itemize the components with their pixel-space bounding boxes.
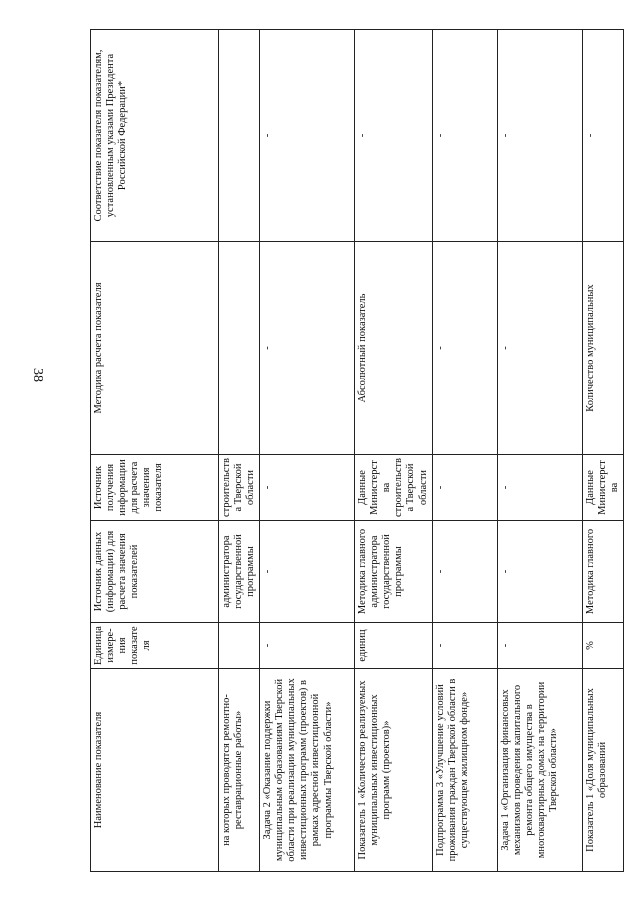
table-cell: -	[260, 242, 355, 455]
table-cell: Абсолютный показатель	[355, 242, 432, 455]
table-cell: -	[497, 30, 582, 242]
table-cell: -	[432, 455, 497, 521]
table-cell: Показатель 1 «Количество реализуемых муниципальных инвестиционных программ (проектов)»	[355, 669, 432, 872]
header-cell-info-source: Источник получения информации для расчета значения показателя	[91, 455, 219, 521]
table-cell: Задача 1 «Организация финансовых механизмов проведения капитального ремонта общего имущества в многоквартирных домах на территории Тверской области»	[497, 669, 582, 872]
table-cell	[219, 623, 260, 669]
table-row	[582, 30, 623, 872]
table-row	[355, 30, 432, 872]
table-cell: Задача 2 «Оказание поддержки муниципальным образованиям Тверской области при реализации муниципальных инвестиционных программ (проектов) в рамках адресной инвестиционной программы Тверской области»	[260, 669, 355, 872]
table-cell: единиц	[355, 623, 432, 669]
header-cell-method: Методика расчета показателя	[91, 242, 219, 455]
table-cell	[219, 242, 260, 455]
table-cell: Показатель 1 «Доля муниципальных образований	[582, 669, 623, 872]
table-cell: -	[497, 242, 582, 455]
table-row	[219, 30, 260, 872]
table-row	[432, 30, 497, 872]
table-row	[260, 30, 355, 872]
table-cell: -	[582, 30, 623, 242]
table-cell: Подпрограмма 3 «Улучшение условий проживания граждан Тверской области в существующем жилищном фонде»	[432, 669, 497, 872]
header-cell-decree: Соответствие показателя показателям, установленным указами Президента Российской Федерации*	[91, 30, 219, 242]
header-cell-name: Наименование показателя	[91, 669, 219, 872]
table-cell: -	[260, 455, 355, 521]
table-cell: %	[582, 623, 623, 669]
page-number: 38	[30, 368, 45, 382]
table-cell: -	[260, 30, 355, 242]
table-row	[497, 30, 582, 872]
indicators-table	[90, 29, 624, 872]
table-cell: Методика главного	[582, 521, 623, 623]
table-cell	[219, 30, 260, 242]
table-cell: -	[432, 30, 497, 242]
table-cell: Количество муниципальных	[582, 242, 623, 455]
table-cell: -	[497, 455, 582, 521]
header-cell-data-source: Источник данных (информации) для расчета значения показателей	[91, 521, 219, 623]
table-cell: -	[260, 623, 355, 669]
table-cell: -	[432, 242, 497, 455]
rotated-table-container	[90, 30, 620, 872]
table-cell: Данные Министерства строительства Тверской области	[355, 455, 432, 521]
header-cell-unit: Единица измере-ния показателя	[91, 623, 219, 669]
table-cell: -	[355, 30, 432, 242]
table-cell: -	[497, 521, 582, 623]
table-cell: -	[432, 521, 497, 623]
header-row	[91, 30, 219, 872]
table-cell: на которых проводятся ремонтно-реставрационные работы»	[219, 669, 260, 872]
table-cell: строительства Тверской области	[219, 455, 260, 521]
table-cell: -	[497, 623, 582, 669]
table-cell: -	[260, 521, 355, 623]
table-cell: администратора государственной программы	[219, 521, 260, 623]
table-cell: Данные Министерства	[582, 455, 623, 521]
table-cell: -	[432, 623, 497, 669]
table-cell: Методика главного администратора государственной программы	[355, 521, 432, 623]
